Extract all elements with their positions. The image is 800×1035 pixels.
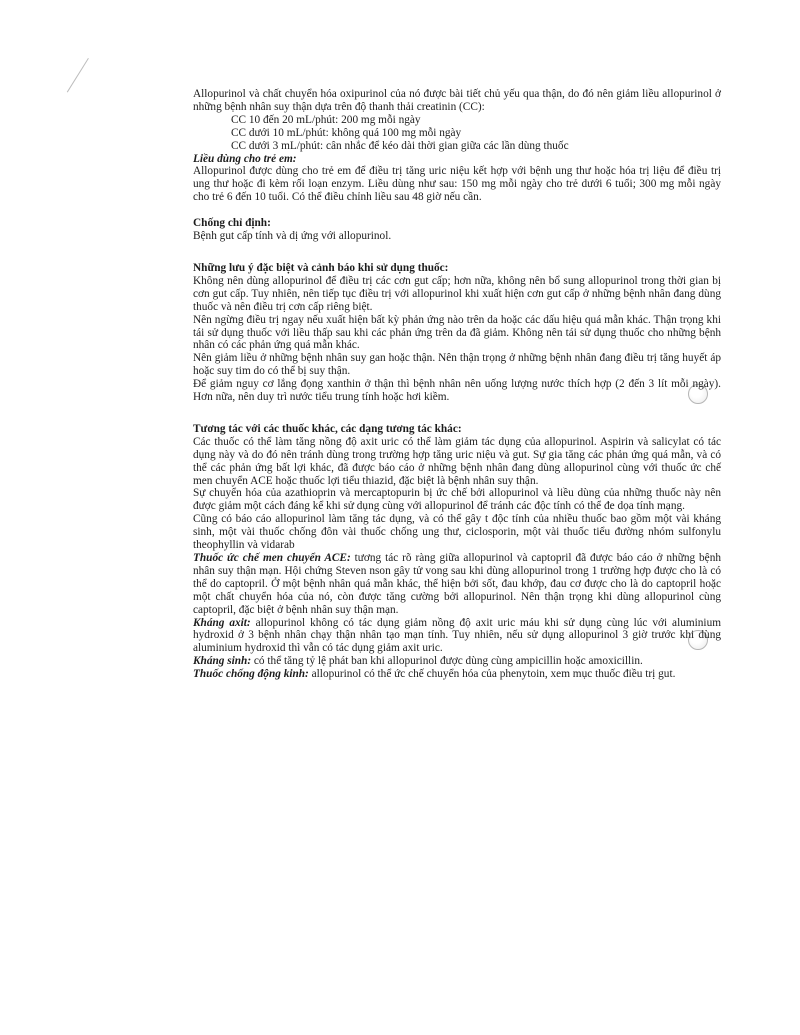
warnings-paragraph: Để giảm nguy cơ lắng đọng xanthin ở thận thì bệnh nhân nên uống lượng nước thích hợp (2 đến 3 lít mỗi ngày). Hơn nữa, nên duy trì nước tiểu trung tính hoặc hơi kiềm. — [193, 378, 721, 404]
interaction-item-label: Kháng axit: — [193, 616, 251, 629]
interaction-item-antibiotic — [193, 655, 721, 668]
children-heading: Liều dùng cho trẻ em: — [193, 152, 297, 165]
interaction-item-label: Kháng sinh: — [193, 655, 252, 668]
interaction-item-text: tương tác rõ ràng giữa allopurinol và captopril đã được báo cáo ở những bệnh nhân suy thận mạn. Hội chứng Steven nson gây tử vong sau khi dùng allopurinol trong 1 trường hợp được cho là có thể do captopril. Ở một bệnh nhân quá mẫn khác, thể hiện bởi sốt, đau khớp, đau cơ được cho là do captopril hoặc một chất chuyển hóa của nó, còn được tăng cường bởi allopurinol. Nên thận trọng khi dùng allopurinol cùng captopril, đặc biệt ở bệnh nhân suy thận mạn. — [193, 552, 721, 616]
interactions-paragraph: Các thuốc có thể làm tăng nồng độ axit uric có thể làm giảm tác dụng của allopurinol. Aspirin và salicylat có tác dụng này và do đó nên tránh dùng trong trường hợp tăng uric niệu và gut. Sự gia tăng các phản ứng quá mẫn, và có thể các phản ứng bất lợi khác, đã được báo cáo ở những bệnh nhân đang dùng allopurinol cùng với thuốc ức chế men chuyển ACE hoặc thuốc lợi tiểu thiazid, đặc biệt là bệnh nhân suy thận. — [193, 435, 721, 487]
document-page — [193, 88, 721, 681]
interaction-item-antacid — [193, 617, 721, 656]
interaction-item-ace — [193, 552, 721, 617]
interaction-item-label: Thuốc chống động kinh: — [193, 668, 309, 681]
dosing-intro: Allopurinol và chất chuyển hóa oxipurinol của nó được bài tiết chủ yếu qua thận, do đó nên giảm liều allopurinol ở những bệnh nhân suy thận dựa trên độ thanh thải creatinin (CC): — [193, 88, 721, 113]
interaction-item-label: Thuốc ức chế men chuyển ACE: — [193, 552, 351, 564]
interactions-heading: Tương tác với các thuốc khác, các dạng tương tác khác: — [193, 422, 462, 435]
warnings-heading: Những lưu ý đặc biệt và cảnh báo khi sử dụng thuốc: — [193, 261, 449, 274]
cc-line: CC dưới 3 mL/phút: cân nhắc để kéo dài thời gian giữa các lần dùng thuốc — [231, 139, 569, 152]
contraindications-heading: Chống chỉ định: — [193, 217, 271, 230]
cc-line: CC dưới 10 mL/phút: không quá 100 mg mỗi ngày — [231, 126, 462, 139]
interactions-paragraph: Cũng có báo cáo allopurinol làm tăng tác dụng, và có thể gây t độc tính của nhiều thuốc bao gồm một vài kháng sinh, một vài thuốc chống đôn vài thuốc chống ung thư, ciclosporin, một vài thuốc tiểu đường nhóm sulfonylu theophyllin và vidarab — [193, 513, 721, 552]
warnings-paragraph: Nên ngừng điều trị ngay nếu xuất hiện bất kỳ phản ứng nào trên da hoặc các dấu hiệu quá mẫn khác. Thận trọng khi tái sử dụng thuốc với liều thấp sau khi các phản ứng trên da đã giảm. Không nên tái sử dụng thuốc cho những bệnh nhân có các phản ứng quá mẫn khác. — [193, 313, 721, 352]
cc-line: CC 10 đến 20 mL/phút: 200 mg mỗi ngày — [231, 113, 421, 126]
contraindications-text: Bệnh gut cấp tính và dị ứng với allopurinol. — [193, 230, 392, 243]
interaction-item-anticonvulsant — [193, 668, 721, 681]
interaction-item-text: allopurinol không có tác dụng giảm nồng độ axit uric máu khi sử dụng cùng lúc với aluminium hydroxid ở 3 bệnh nhân chạy thận nhân tạo mạn tính. Tuy nhiên, nếu sử dụng allopurinol 3 giờ trước khi dùng aluminium hydroxid thì vẫn có tác dụng giảm axit uric. — [193, 616, 722, 655]
scan-mark — [67, 58, 89, 92]
children-text: Allopurinol được dùng cho trẻ em để điều trị tăng uric niệu kết hợp với bệnh ung thư hoặc hóa trị liệu để điều trị ung thư hoặc đi kèm rối loạn enzym. Liều dùng như sau: 150 mg mỗi ngày cho trẻ dưới 6 tuổi; 300 mg mỗi ngày cho trẻ 6 đến 10 tuổi. Có thể điều chỉnh liều sau 48 giờ nếu cần. — [193, 165, 721, 204]
interaction-item-text: allopurinol có thể ức chế chuyển hóa của phenytoin, xem mục thuốc điều trị gut. — [308, 668, 676, 681]
interactions-paragraph: Sự chuyển hóa của azathioprin và mercaptopurin bị ức chế bởi allopurinol và liều dùng của những thuốc này nên được giảm một cách đáng kể khi sử dụng cùng với allopurinol để tránh các độc tính có thể đe dọa tính mạng. — [193, 487, 721, 513]
warnings-paragraph: Nên giảm liều ở những bệnh nhân suy gan hoặc thận. Nên thận trọng ở những bệnh nhân đang điều trị tăng huyết áp hoặc suy tim do có thể bị suy thận. — [193, 352, 721, 378]
warnings-paragraph: Không nên dùng allopurinol để điều trị các cơn gut cấp; hơn nữa, không nên bổ sung allopurinol trong thời gian bị cơn gut cấp. Tuy nhiên, nên tiếp tục điều trị với allopurinol khi xuất hiện cơn gut cấp ở những bệnh nhân đang dùng thuốc và nên điều trị cơn cấp riêng biệt. — [193, 274, 721, 313]
interaction-item-text: có thể tăng tỷ lệ phát ban khi allopurinol được dùng cùng ampicillin hoặc amoxicillin. — [251, 655, 643, 668]
